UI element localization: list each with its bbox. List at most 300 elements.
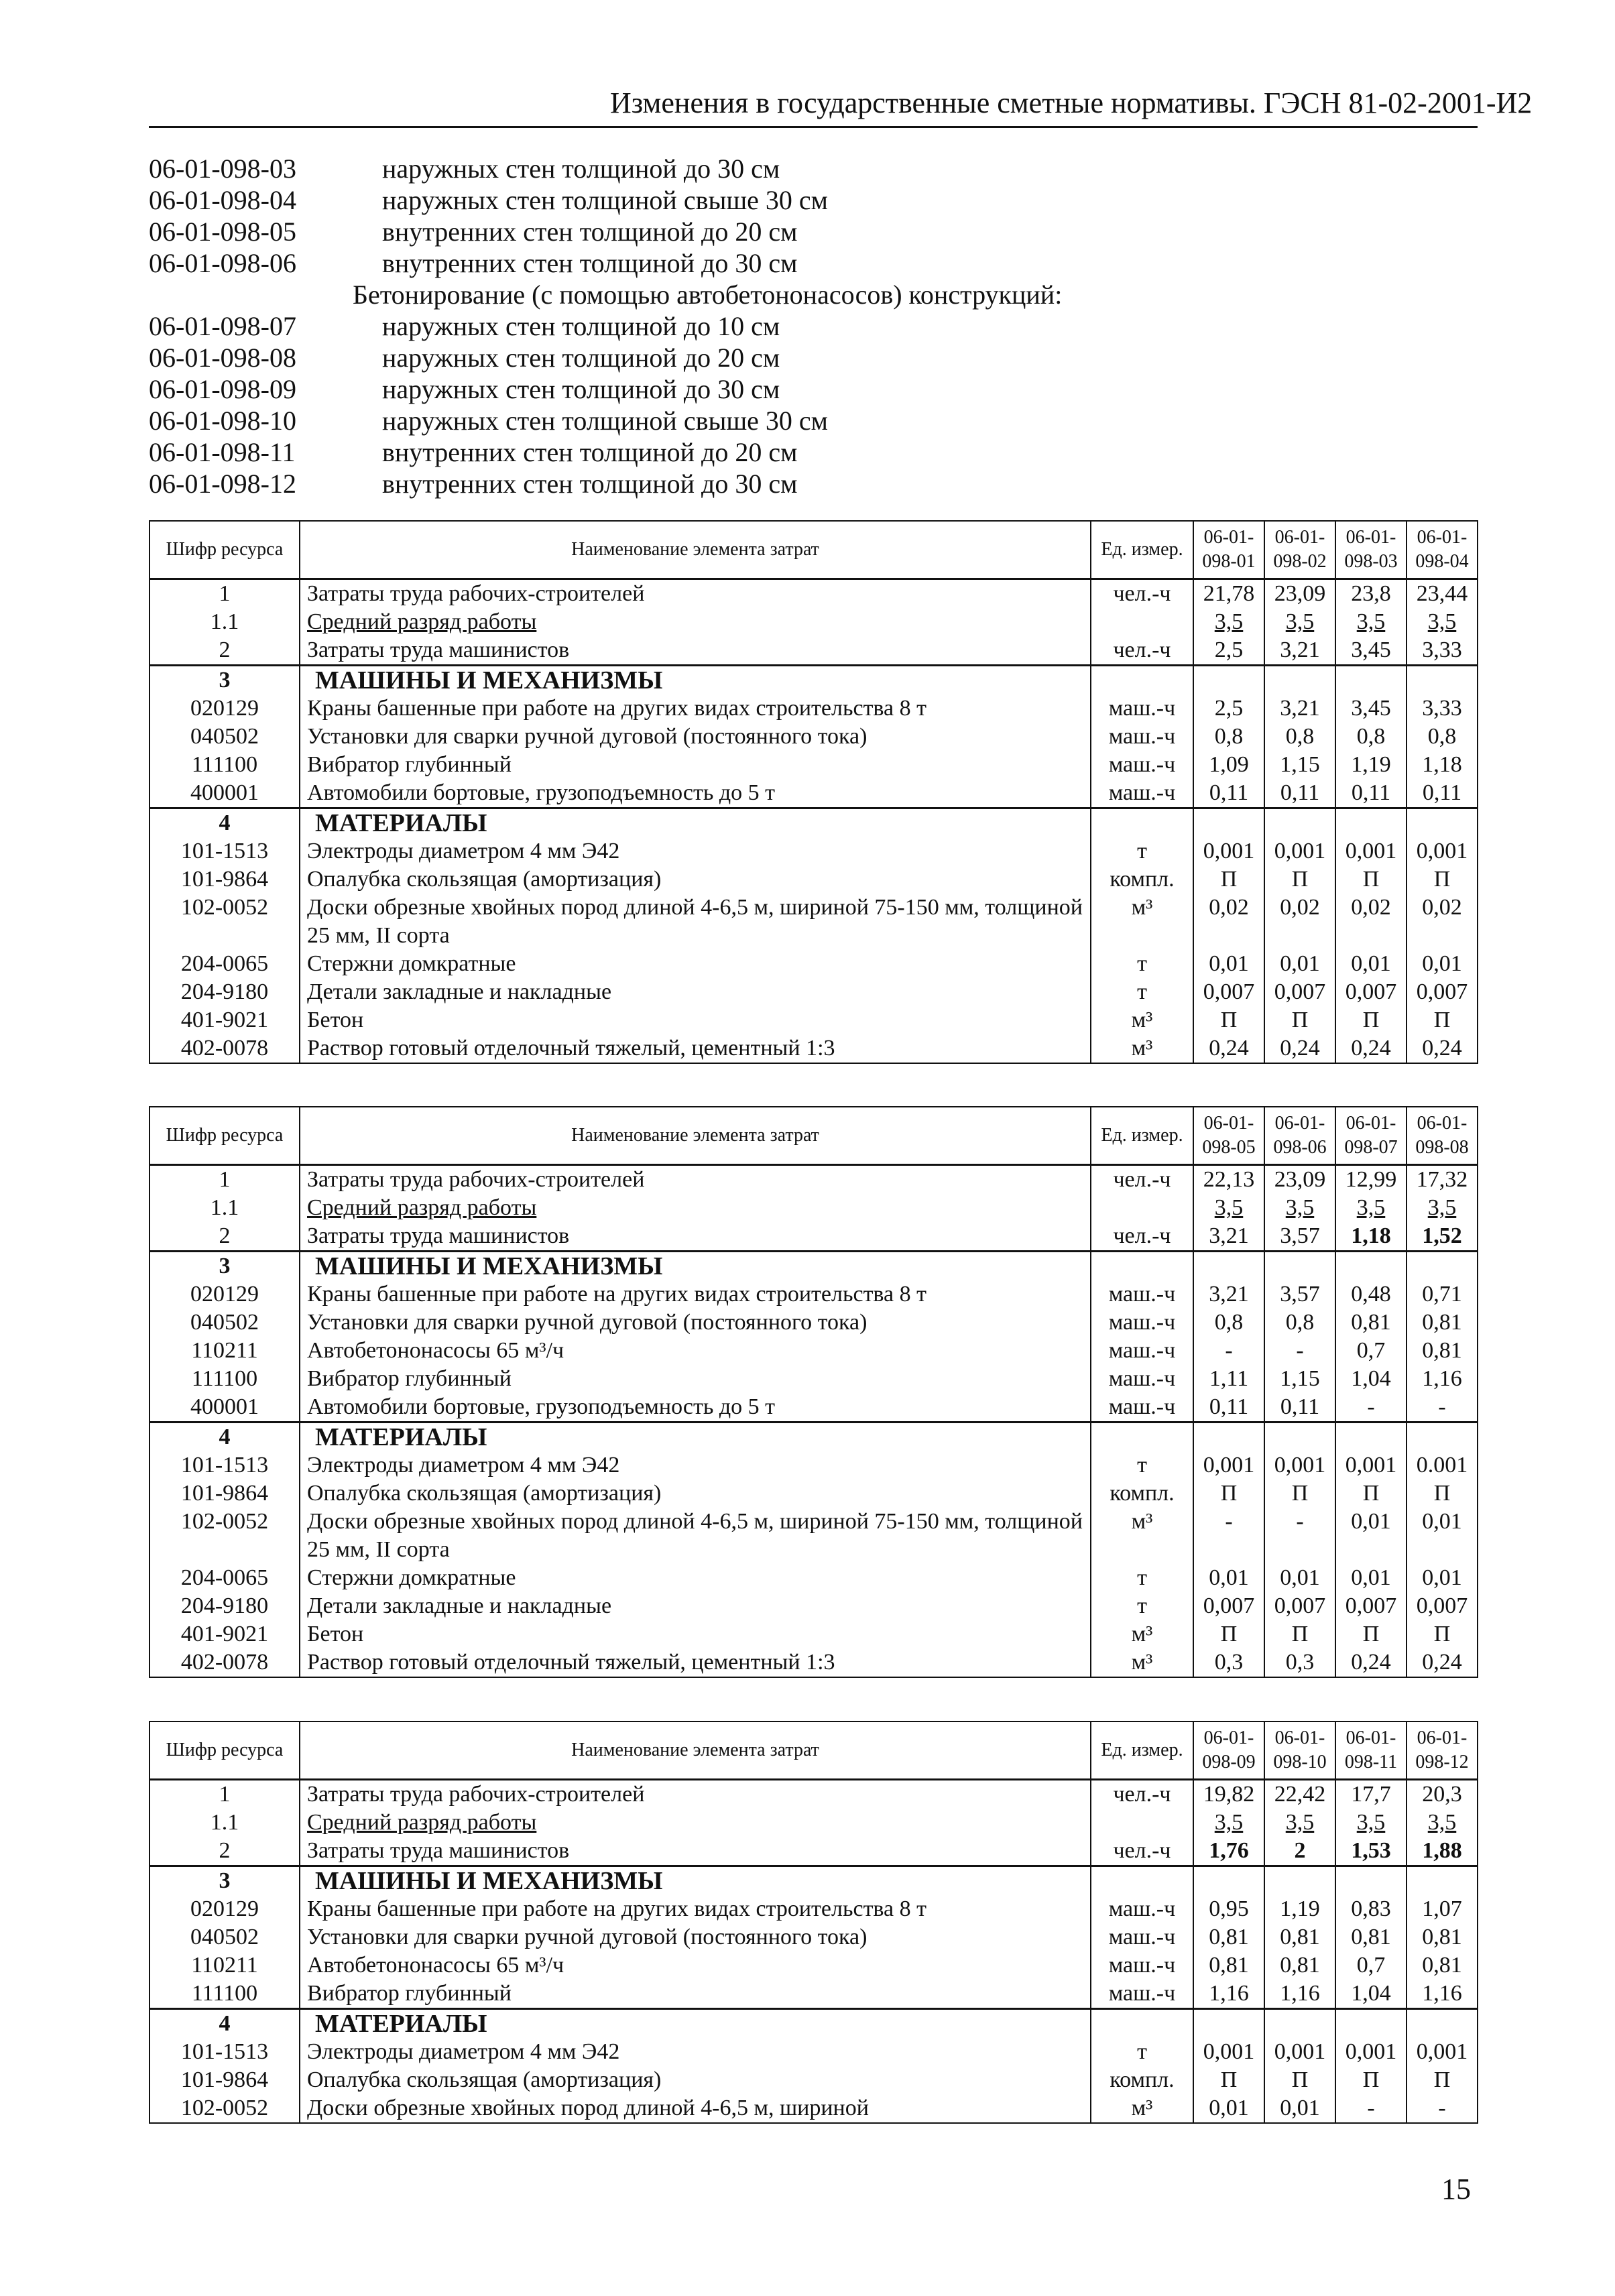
header-resource-code: Шифр ресурса bbox=[149, 1107, 300, 1165]
cell-value: 0,007 bbox=[1193, 1592, 1264, 1620]
cell-value: 3,45 bbox=[1335, 694, 1407, 723]
cell-value: 1,76 bbox=[1193, 1837, 1264, 1866]
cell-value: 0,001 bbox=[1264, 837, 1335, 865]
cell-resource-code: 111100 bbox=[149, 751, 300, 779]
page-number: 15 bbox=[1441, 2173, 1471, 2206]
cell-value bbox=[1264, 1866, 1335, 1896]
cell-cost-element: Детали закладные и накладные bbox=[300, 978, 1091, 1006]
cell-cost-element: Затраты труда машинистов bbox=[300, 1222, 1091, 1252]
cell-value: 1,16 bbox=[1407, 1980, 1478, 2009]
cell-resource-code: 101-1513 bbox=[149, 2038, 300, 2066]
cell-value: 1,16 bbox=[1193, 1980, 1264, 2009]
header-norm-code: 06-01-098-03 bbox=[1335, 521, 1407, 579]
cell-unit bbox=[1091, 1423, 1193, 1452]
cell-value: - bbox=[1193, 1508, 1264, 1564]
cell-unit: маш.-ч bbox=[1091, 1951, 1193, 1980]
cell-value: 1,04 bbox=[1335, 1365, 1407, 1393]
cell-cost-element: Автобетононасосы 65 м³/ч bbox=[300, 1951, 1091, 1980]
cell-value: П bbox=[1193, 2066, 1264, 2094]
cell-value: 0,007 bbox=[1264, 978, 1335, 1006]
cell-value: 0,24 bbox=[1407, 1034, 1478, 1063]
table-row bbox=[149, 1809, 1478, 1837]
section-row bbox=[149, 2009, 1478, 2039]
cell-resource-code: 1.1 bbox=[149, 1809, 300, 1837]
table-row bbox=[149, 579, 1478, 609]
header-norm-code: 06-01-098-09 bbox=[1193, 1721, 1264, 1780]
norm-list-heading: Бетонирование (с помощью автобетононасосов) конструкций: bbox=[353, 280, 1063, 310]
cell-unit: чел.-ч bbox=[1091, 1837, 1193, 1866]
cell-resource-code: 111100 bbox=[149, 1365, 300, 1393]
cell-cost-element: МАТЕРИАЛЫ bbox=[300, 1423, 1091, 1452]
cell-value: 3,21 bbox=[1264, 694, 1335, 723]
cell-unit: маш.-ч bbox=[1091, 779, 1193, 808]
cell-cost-element: МАТЕРИАЛЫ bbox=[300, 2009, 1091, 2039]
header-cost-element: Наименование элемента затрат bbox=[300, 1721, 1091, 1780]
cell-value: 0,8 bbox=[1335, 723, 1407, 751]
cell-value: 3,33 bbox=[1407, 636, 1478, 666]
cell-unit: маш.-ч bbox=[1091, 1393, 1193, 1423]
cell-unit: компл. bbox=[1091, 1479, 1193, 1508]
cell-value: 0,11 bbox=[1193, 1393, 1264, 1423]
cell-value: 0,007 bbox=[1335, 978, 1407, 1006]
cell-resource-code: 400001 bbox=[149, 779, 300, 808]
cell-value bbox=[1407, 1252, 1478, 1281]
table-header-row bbox=[149, 521, 1478, 579]
cell-value: 0,001 bbox=[1407, 837, 1478, 865]
table-header-row bbox=[149, 1721, 1478, 1780]
header-resource-code: Шифр ресурса bbox=[149, 521, 300, 579]
cell-cost-element: МАШИНЫ И МЕХАНИЗМЫ bbox=[300, 1252, 1091, 1281]
cell-value: 0,71 bbox=[1407, 1280, 1478, 1309]
cell-value bbox=[1264, 2009, 1335, 2039]
cell-value: 1,04 bbox=[1335, 1980, 1407, 2009]
cell-value: 0,81 bbox=[1193, 1923, 1264, 1951]
norm-description: наружных стен толщиной до 30 см bbox=[382, 374, 780, 404]
cell-unit: маш.-ч bbox=[1091, 1980, 1193, 2009]
cell-value: П bbox=[1264, 865, 1335, 894]
cell-value: П bbox=[1407, 1006, 1478, 1034]
cell-cost-element: Автобетононасосы 65 м³/ч bbox=[300, 1337, 1091, 1365]
section-row bbox=[149, 666, 1478, 695]
cell-cost-element: Доски обрезные хвойных пород длиной 4-6,5 м, шириной bbox=[300, 2094, 1091, 2123]
table-row bbox=[149, 1980, 1478, 2009]
table-row bbox=[149, 894, 1478, 950]
cell-value: 0,01 bbox=[1407, 1508, 1478, 1564]
norm-list-line bbox=[149, 279, 1478, 310]
cell-resource-code: 101-9864 bbox=[149, 865, 300, 894]
cell-value: 3,5 bbox=[1264, 608, 1335, 636]
cell-value: 0,11 bbox=[1335, 779, 1407, 808]
cell-value: 3,5 bbox=[1264, 1809, 1335, 1837]
cell-resource-code: 402-0078 bbox=[149, 1648, 300, 1677]
cell-value: 0,01 bbox=[1407, 1564, 1478, 1592]
cell-value: 3,57 bbox=[1264, 1280, 1335, 1309]
cell-value: 3,5 bbox=[1264, 1194, 1335, 1222]
norm-list-line bbox=[149, 310, 1478, 342]
cell-value bbox=[1193, 1423, 1264, 1452]
cell-value: П bbox=[1264, 1479, 1335, 1508]
cell-unit: м³ bbox=[1091, 1648, 1193, 1677]
table-row bbox=[149, 1280, 1478, 1309]
cell-unit: т bbox=[1091, 1564, 1193, 1592]
cell-unit bbox=[1091, 2009, 1193, 2039]
table-row bbox=[149, 779, 1478, 808]
cell-value: 0,02 bbox=[1335, 894, 1407, 950]
cell-value: П bbox=[1193, 865, 1264, 894]
cell-resource-code: 204-0065 bbox=[149, 950, 300, 978]
cell-value: 0,001 bbox=[1193, 2038, 1264, 2066]
cell-cost-element: Автомобили бортовые, грузоподъемность до 5 т bbox=[300, 1393, 1091, 1423]
cell-cost-element: Затраты труда рабочих-строителей bbox=[300, 579, 1091, 609]
cell-value: П bbox=[1193, 1620, 1264, 1648]
cell-value: 2,5 bbox=[1193, 694, 1264, 723]
cell-value bbox=[1335, 1252, 1407, 1281]
cell-unit: чел.-ч bbox=[1091, 1222, 1193, 1252]
table-row bbox=[149, 751, 1478, 779]
cell-unit: т bbox=[1091, 978, 1193, 1006]
cell-resource-code: 111100 bbox=[149, 1980, 300, 2009]
cell-resource-code: 3 bbox=[149, 1252, 300, 1281]
cell-unit: чел.-ч bbox=[1091, 579, 1193, 609]
cell-value: 0,7 bbox=[1335, 1337, 1407, 1365]
cell-unit: чел.-ч bbox=[1091, 1165, 1193, 1195]
cell-resource-code: 040502 bbox=[149, 1923, 300, 1951]
cell-cost-element: Средний разряд работы bbox=[300, 1809, 1091, 1837]
cell-value: 1,09 bbox=[1193, 751, 1264, 779]
cell-value: 22,42 bbox=[1264, 1780, 1335, 1809]
norm-code: 06-01-098-06 bbox=[149, 248, 296, 278]
cell-value: 21,78 bbox=[1193, 579, 1264, 609]
cell-value: 0,001 bbox=[1264, 1451, 1335, 1479]
cell-value: 0,11 bbox=[1264, 779, 1335, 808]
cell-cost-element: Установки для сварки ручной дуговой (постоянного тока) bbox=[300, 1923, 1091, 1951]
cell-unit: м³ bbox=[1091, 1620, 1193, 1648]
cell-unit: т bbox=[1091, 950, 1193, 978]
cell-value: 0,007 bbox=[1335, 1592, 1407, 1620]
table-row bbox=[149, 1620, 1478, 1648]
header-norm-code: 06-01-098-01 bbox=[1193, 521, 1264, 579]
norm-code: 06-01-098-11 bbox=[149, 437, 296, 467]
norm-code: 06-01-098-12 bbox=[149, 469, 296, 499]
cell-value bbox=[1193, 666, 1264, 695]
cell-value: 23,8 bbox=[1335, 579, 1407, 609]
table-row bbox=[149, 1508, 1478, 1564]
cell-unit: маш.-ч bbox=[1091, 694, 1193, 723]
table-row bbox=[149, 1923, 1478, 1951]
cell-value: 0,01 bbox=[1193, 950, 1264, 978]
cell-cost-element: Стержни домкратные bbox=[300, 950, 1091, 978]
cell-resource-code: 3 bbox=[149, 666, 300, 695]
cell-value: 0,24 bbox=[1407, 1648, 1478, 1677]
cell-value: 0,001 bbox=[1193, 837, 1264, 865]
cell-value: 0,01 bbox=[1335, 1508, 1407, 1564]
header-norm-code: 06-01-098-05 bbox=[1193, 1107, 1264, 1165]
table-row bbox=[149, 1337, 1478, 1365]
section-row bbox=[149, 1423, 1478, 1452]
cell-unit: компл. bbox=[1091, 2066, 1193, 2094]
cell-value: 0,007 bbox=[1407, 1592, 1478, 1620]
table-row bbox=[149, 1165, 1478, 1195]
cell-value: 0,81 bbox=[1407, 1951, 1478, 1980]
cell-value: 0,95 bbox=[1193, 1895, 1264, 1923]
cell-value: - bbox=[1335, 2094, 1407, 2123]
cell-value bbox=[1193, 808, 1264, 838]
cell-resource-code: 101-1513 bbox=[149, 1451, 300, 1479]
cell-cost-element: МАТЕРИАЛЫ bbox=[300, 808, 1091, 838]
cell-value: 0,81 bbox=[1193, 1951, 1264, 1980]
cell-resource-code: 020129 bbox=[149, 694, 300, 723]
cell-value: 1,53 bbox=[1335, 1837, 1407, 1866]
cell-cost-element: Доски обрезные хвойных пород длиной 4-6,5 м, шириной 75-150 мм, толщиной 25 мм, II сорта bbox=[300, 1508, 1091, 1564]
cell-value: - bbox=[1407, 1393, 1478, 1423]
section-row bbox=[149, 1866, 1478, 1896]
cell-cost-element: Вибратор глубинный bbox=[300, 1980, 1091, 2009]
cell-value: П bbox=[1335, 1006, 1407, 1034]
cell-value: 0,11 bbox=[1193, 779, 1264, 808]
cell-unit bbox=[1091, 1809, 1193, 1837]
cell-cost-element: Электроды диаметром 4 мм Э42 bbox=[300, 1451, 1091, 1479]
cell-value: 0,01 bbox=[1193, 2094, 1264, 2123]
cell-unit bbox=[1091, 1252, 1193, 1281]
table-row bbox=[149, 1222, 1478, 1252]
running-header: Изменения в государственные сметные нормативы. ГЭСН 81-02-2001-И2 bbox=[610, 86, 1533, 119]
cell-unit: м³ bbox=[1091, 894, 1193, 950]
cell-value: П bbox=[1335, 1620, 1407, 1648]
cell-value: 1,16 bbox=[1407, 1365, 1478, 1393]
section-row bbox=[149, 808, 1478, 838]
cell-value: 0,01 bbox=[1264, 950, 1335, 978]
cell-value: 22,13 bbox=[1193, 1165, 1264, 1195]
cell-value bbox=[1407, 666, 1478, 695]
cell-value: 0,01 bbox=[1193, 1564, 1264, 1592]
cell-cost-element: Затраты труда рабочих-строителей bbox=[300, 1780, 1091, 1809]
cell-cost-element: Опалубка скользящая (амортизация) bbox=[300, 1479, 1091, 1508]
cell-resource-code: 020129 bbox=[149, 1280, 300, 1309]
cell-value: 23,09 bbox=[1264, 1165, 1335, 1195]
cell-value bbox=[1264, 1423, 1335, 1452]
cell-value: 0,01 bbox=[1335, 950, 1407, 978]
table-row bbox=[149, 1365, 1478, 1393]
cell-value: 0,7 bbox=[1335, 1951, 1407, 1980]
cell-value: 0,8 bbox=[1193, 1309, 1264, 1337]
norm-list-line bbox=[149, 153, 1478, 184]
header-resource-code: Шифр ресурса bbox=[149, 1721, 300, 1780]
header-norm-code: 06-01-098-11 bbox=[1335, 1721, 1407, 1780]
resource-table-1 bbox=[149, 520, 1478, 1064]
cell-value: - bbox=[1193, 1337, 1264, 1365]
cell-value: 3,5 bbox=[1335, 1194, 1407, 1222]
cell-cost-element: Установки для сварки ручной дуговой (постоянного тока) bbox=[300, 723, 1091, 751]
cell-cost-element: Краны башенные при работе на других видах строительства 8 т bbox=[300, 694, 1091, 723]
cell-value: 0,83 bbox=[1335, 1895, 1407, 1923]
cell-resource-code: 102-0052 bbox=[149, 894, 300, 950]
header-norm-code: 06-01-098-10 bbox=[1264, 1721, 1335, 1780]
cell-cost-element: Электроды диаметром 4 мм Э42 bbox=[300, 837, 1091, 865]
cell-value: 2,5 bbox=[1193, 636, 1264, 666]
cell-cost-element: Раствор готовый отделочный тяжелый, цементный 1:3 bbox=[300, 1648, 1091, 1677]
header-rule bbox=[149, 126, 1478, 128]
cell-value bbox=[1264, 1252, 1335, 1281]
header-unit: Ед. измер. bbox=[1091, 1107, 1193, 1165]
cell-value: - bbox=[1264, 1337, 1335, 1365]
cell-value: 0,48 bbox=[1335, 1280, 1407, 1309]
cell-value bbox=[1193, 2009, 1264, 2039]
cell-resource-code: 3 bbox=[149, 1866, 300, 1896]
cell-resource-code: 040502 bbox=[149, 1309, 300, 1337]
cell-value: П bbox=[1335, 1479, 1407, 1508]
norm-description: наружных стен толщиной до 10 см bbox=[382, 311, 780, 341]
cell-value: 0,01 bbox=[1407, 950, 1478, 978]
cell-resource-code: 101-1513 bbox=[149, 837, 300, 865]
resource-table-3 bbox=[149, 1721, 1478, 2124]
norm-description: наружных стен толщиной свыше 30 см bbox=[382, 406, 828, 436]
table-row bbox=[149, 1951, 1478, 1980]
resource-table-2 bbox=[149, 1106, 1478, 1678]
table-row bbox=[149, 865, 1478, 894]
norm-code: 06-01-098-08 bbox=[149, 343, 296, 373]
cell-resource-code: 110211 bbox=[149, 1951, 300, 1980]
cell-cost-element: Краны башенные при работе на других видах строительства 8 т bbox=[300, 1280, 1091, 1309]
norm-code: 06-01-098-04 bbox=[149, 185, 296, 215]
cell-value bbox=[1193, 1866, 1264, 1896]
cell-value: 0,007 bbox=[1193, 978, 1264, 1006]
cell-resource-code: 402-0078 bbox=[149, 1034, 300, 1063]
cell-resource-code: 2 bbox=[149, 636, 300, 666]
header-norm-code: 06-01-098-08 bbox=[1407, 1107, 1478, 1165]
norm-description: внутренних стен толщиной до 30 см bbox=[382, 469, 798, 499]
cell-cost-element: Детали закладные и накладные bbox=[300, 1592, 1091, 1620]
cell-resource-code: 040502 bbox=[149, 723, 300, 751]
header-norm-code: 06-01-098-06 bbox=[1264, 1107, 1335, 1165]
cell-value: 17,32 bbox=[1407, 1165, 1478, 1195]
norm-list-line bbox=[149, 405, 1478, 436]
cell-value: 0,007 bbox=[1264, 1592, 1335, 1620]
cell-value: 1,88 bbox=[1407, 1837, 1478, 1866]
cell-value: 1,11 bbox=[1193, 1365, 1264, 1393]
header-norm-code: 06-01-098-04 bbox=[1407, 521, 1478, 579]
cell-value bbox=[1407, 808, 1478, 838]
norm-code: 06-01-098-09 bbox=[149, 374, 296, 404]
cell-value: 1,16 bbox=[1264, 1980, 1335, 2009]
cell-value: 3,21 bbox=[1193, 1280, 1264, 1309]
norm-list-line bbox=[149, 468, 1478, 499]
cell-cost-element: Затраты труда рабочих-строителей bbox=[300, 1165, 1091, 1195]
cell-resource-code: 1 bbox=[149, 579, 300, 609]
cell-value: П bbox=[1264, 2066, 1335, 2094]
cell-value: 3,21 bbox=[1264, 636, 1335, 666]
cell-cost-element: Раствор готовый отделочный тяжелый, цементный 1:3 bbox=[300, 1034, 1091, 1063]
cell-value: 3,33 bbox=[1407, 694, 1478, 723]
cell-value: П bbox=[1193, 1479, 1264, 1508]
cell-value: 23,09 bbox=[1264, 579, 1335, 609]
cell-value: 0,001 bbox=[1407, 2038, 1478, 2066]
cell-value: 0,8 bbox=[1264, 1309, 1335, 1337]
cell-value: 0,24 bbox=[1264, 1034, 1335, 1063]
cell-value: - bbox=[1407, 2094, 1478, 2123]
section-row bbox=[149, 1252, 1478, 1281]
table-row bbox=[149, 1006, 1478, 1034]
cell-value bbox=[1335, 666, 1407, 695]
cell-resource-code: 101-9864 bbox=[149, 1479, 300, 1508]
cell-value: 0,3 bbox=[1193, 1648, 1264, 1677]
norm-code: 06-01-098-07 bbox=[149, 311, 296, 341]
cell-value bbox=[1335, 1866, 1407, 1896]
cell-resource-code: 102-0052 bbox=[149, 1508, 300, 1564]
table-row bbox=[149, 1780, 1478, 1809]
cell-value: - bbox=[1335, 1393, 1407, 1423]
table-row bbox=[149, 2066, 1478, 2094]
header-unit: Ед. измер. bbox=[1091, 1721, 1193, 1780]
cell-resource-code: 110211 bbox=[149, 1337, 300, 1365]
cell-cost-element: Стержни домкратные bbox=[300, 1564, 1091, 1592]
cell-cost-element: МАШИНЫ И МЕХАНИЗМЫ bbox=[300, 666, 1091, 695]
cell-unit: маш.-ч bbox=[1091, 751, 1193, 779]
cell-value: П bbox=[1407, 1479, 1478, 1508]
cell-resource-code: 1 bbox=[149, 1165, 300, 1195]
cell-value: 0,8 bbox=[1264, 723, 1335, 751]
cell-cost-element: Опалубка скользящая (амортизация) bbox=[300, 865, 1091, 894]
table-row bbox=[149, 1837, 1478, 1866]
cell-value: 19,82 bbox=[1193, 1780, 1264, 1809]
cell-resource-code: 2 bbox=[149, 1837, 300, 1866]
cell-value: 3,5 bbox=[1407, 1809, 1478, 1837]
cell-value: 0,02 bbox=[1407, 894, 1478, 950]
cell-value: П bbox=[1407, 1620, 1478, 1648]
table-row bbox=[149, 1194, 1478, 1222]
cell-cost-element: Автомобили бортовые, грузоподъемность до 5 т bbox=[300, 779, 1091, 808]
cell-value: П bbox=[1335, 2066, 1407, 2094]
cell-value: 0,81 bbox=[1407, 1923, 1478, 1951]
cell-value: 0,81 bbox=[1407, 1337, 1478, 1365]
cell-value: 23,44 bbox=[1407, 579, 1478, 609]
cell-unit bbox=[1091, 666, 1193, 695]
cell-value: 0,24 bbox=[1335, 1648, 1407, 1677]
cell-value: 20,3 bbox=[1407, 1780, 1478, 1809]
table-row bbox=[149, 723, 1478, 751]
cell-value: 0,3 bbox=[1264, 1648, 1335, 1677]
cell-value bbox=[1264, 666, 1335, 695]
table-row bbox=[149, 978, 1478, 1006]
cell-resource-code: 204-9180 bbox=[149, 978, 300, 1006]
cell-value: 3,5 bbox=[1193, 1194, 1264, 1222]
cell-value bbox=[1407, 2009, 1478, 2039]
header-norm-code: 06-01-098-07 bbox=[1335, 1107, 1407, 1165]
cell-unit: т bbox=[1091, 1451, 1193, 1479]
cell-value: 3,57 bbox=[1264, 1222, 1335, 1252]
cell-value: П bbox=[1407, 865, 1478, 894]
cell-value: 0,81 bbox=[1335, 1309, 1407, 1337]
cell-unit: т bbox=[1091, 1592, 1193, 1620]
cell-value: 12,99 bbox=[1335, 1165, 1407, 1195]
table-row bbox=[149, 1479, 1478, 1508]
cell-value: 3,5 bbox=[1335, 608, 1407, 636]
header-unit: Ед. измер. bbox=[1091, 521, 1193, 579]
cell-value: П bbox=[1335, 865, 1407, 894]
cell-value bbox=[1193, 1252, 1264, 1281]
cell-value: 0,81 bbox=[1407, 1309, 1478, 1337]
cell-cost-element: Доски обрезные хвойных пород длиной 4-6,5 м, шириной 75-150 мм, толщиной 25 мм, II сорта bbox=[300, 894, 1091, 950]
cell-value: 1,07 bbox=[1407, 1895, 1478, 1923]
norm-description: наружных стен толщиной свыше 30 см bbox=[382, 185, 828, 215]
table-row bbox=[149, 1895, 1478, 1923]
cell-unit: чел.-ч bbox=[1091, 1780, 1193, 1809]
header-cost-element: Наименование элемента затрат bbox=[300, 521, 1091, 579]
cell-unit: м³ bbox=[1091, 1508, 1193, 1564]
cell-value: 0,001 bbox=[1193, 1451, 1264, 1479]
cell-cost-element: Опалубка скользящая (амортизация) bbox=[300, 2066, 1091, 2094]
cell-value: 0,001 bbox=[1335, 837, 1407, 865]
cell-cost-element: Краны башенные при работе на других видах строительства 8 т bbox=[300, 1895, 1091, 1923]
